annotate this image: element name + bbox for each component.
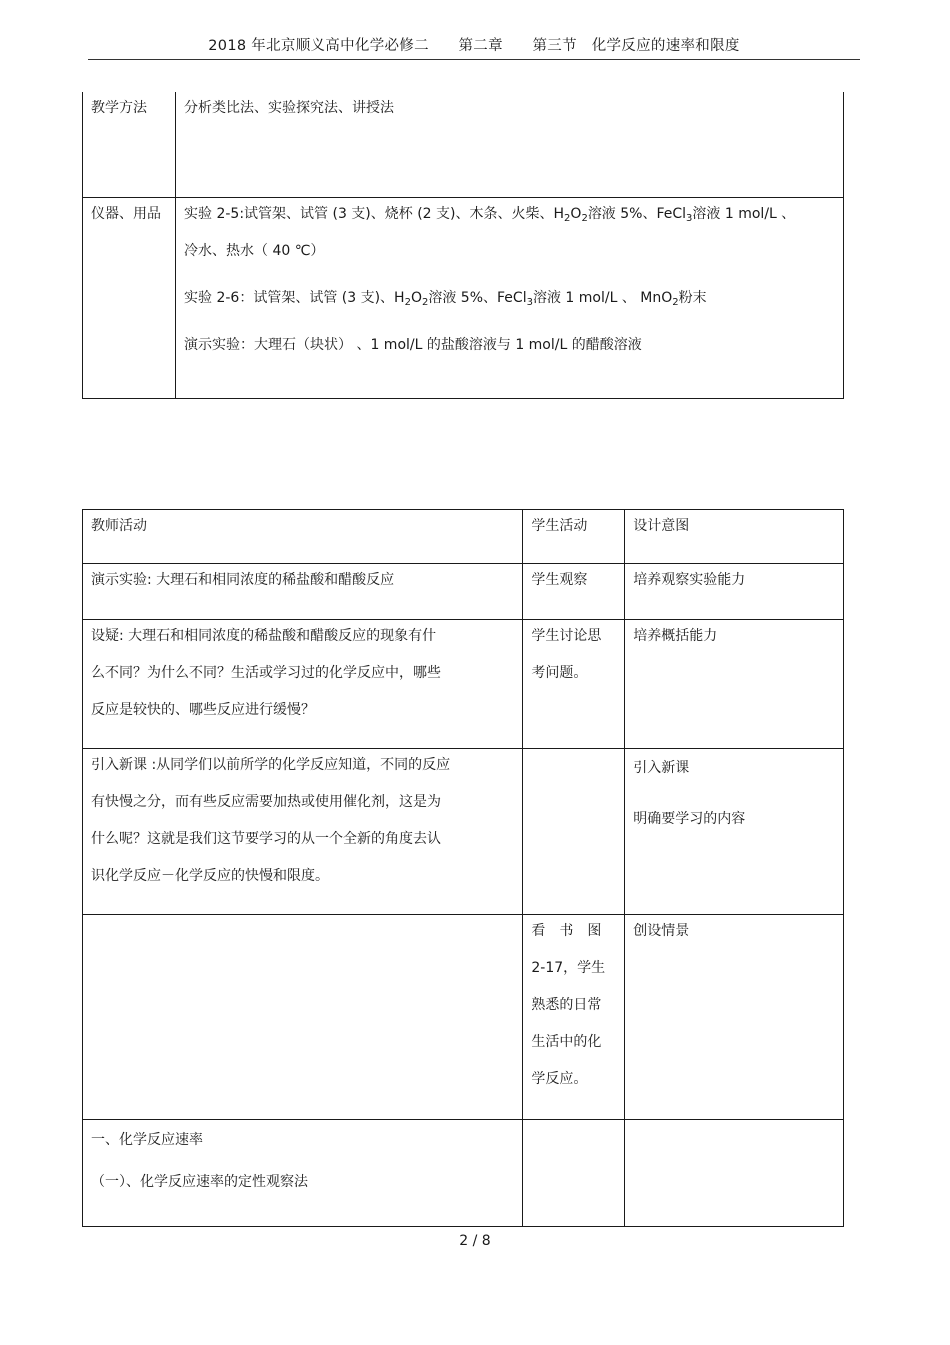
- teacher-cell: [83, 915, 523, 1120]
- column-header-design: 设计意图: [625, 510, 844, 564]
- info-table: [82, 92, 844, 399]
- row-label: 教学方法: [83, 92, 176, 198]
- table-row: [83, 1120, 844, 1227]
- row-label: 仪器、用品: [83, 198, 176, 399]
- activity-table: [82, 509, 844, 1227]
- exp-2-5-line1: 实验 2-5:试管架、试管 (3 支)、烧杯 (2 支)、木条、火柴、$H_2O_2$溶液 5%、FeCl$_3$溶液 1 mol/L 、: [184, 206, 796, 224]
- demo-line: 演示实验：大理石（块状） 、1 mol/L 的盐酸溶液与 1 mol/L 的醋酸溶液: [184, 337, 642, 353]
- page-number: 2 / 8: [459, 1233, 491, 1249]
- design-cell: [625, 1120, 844, 1227]
- table-row: [83, 749, 844, 915]
- design-cell: 培养概括能力: [625, 620, 844, 749]
- row-content: 分析类比法、实验探究法、讲授法: [176, 92, 844, 198]
- student-cell: 学生讨论思 考问题。: [523, 620, 625, 749]
- teacher-cell: 引入新课 :从同学们以前所学的化学反应知道，不同的反应 有快慢之分，而有些反应需要加热或使用催化剂，这是为 什么呢？这就是我们这节要学习的从一个全新的角度去认 识化学反应－化学反应的快慢和限度。: [83, 749, 523, 915]
- table-row: [83, 92, 844, 198]
- teacher-cell: 一、化学反应速率 （一）、化学反应速率的定性观察法: [83, 1120, 523, 1227]
- student-cell: [523, 1120, 625, 1227]
- table-row: [83, 198, 844, 399]
- exp-2-5-line2: 冷水、热水（ 40 ℃）: [184, 243, 325, 259]
- design-cell: 培养观察实验能力: [625, 564, 844, 620]
- student-cell: 学生观察: [523, 564, 625, 620]
- student-cell: 看 书 图 2-17，学生 熟悉的日常 生活中的化 学反应。: [523, 915, 625, 1120]
- table-row: [83, 564, 844, 620]
- header-rule: [88, 59, 860, 60]
- exp-2-6-line: 实验 2-6：试管架、试管 (3 支)、$H_2O_2$溶液 5%、FeCl$_3$溶液 1 mol/L 、 MnO$_2$粉末: [184, 290, 707, 308]
- teacher-cell: 设疑: 大理石和相同浓度的稀盐酸和醋酸反应的现象有什 么不同？为什么不同？生活或学习过的化学反应中，哪些 反应是较快的、哪些反应进行缓慢？: [83, 620, 523, 749]
- table-row: [83, 915, 844, 1120]
- row-content: [176, 198, 844, 399]
- table-row: [83, 620, 844, 749]
- table-header-row: [83, 510, 844, 564]
- column-header-teacher: 教师活动: [83, 510, 523, 564]
- design-cell: 创设情景: [625, 915, 844, 1120]
- design-cell: 引入新课 明确要学习的内容: [625, 749, 844, 915]
- student-cell: [523, 749, 625, 915]
- teacher-cell: 演示实验: 大理石和相同浓度的稀盐酸和醋酸反应: [83, 564, 523, 620]
- page-header: 2018 年北京顺义高中化学必修二 第二章 第三节 化学反应的速率和限度: [208, 38, 740, 54]
- column-header-student: 学生活动: [523, 510, 625, 564]
